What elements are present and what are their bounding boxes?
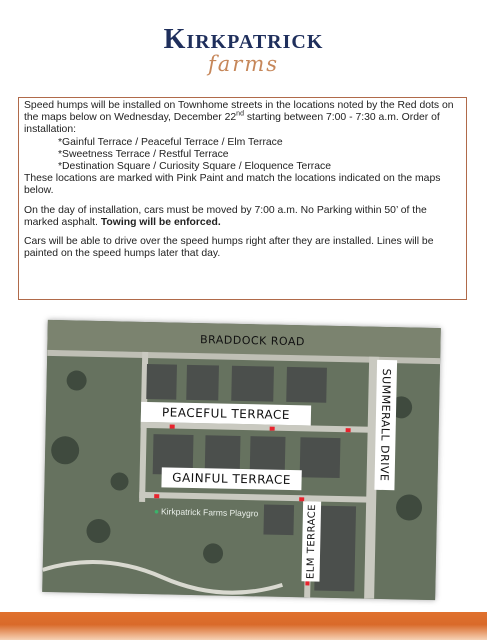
label-peaceful-terrace: PEACEFUL TERRACE [141, 402, 311, 426]
aerial-map [42, 320, 441, 600]
order-item: *Destination Square / Curiosity Square / Eloquence Terrace [58, 161, 332, 173]
towing-warning: Towing will be enforced. [100, 216, 221, 228]
label-elm-terrace: ELM TERRACE [301, 501, 321, 581]
label-braddock-road: BRADDOCK ROAD [199, 332, 306, 348]
map-pin-icon: ● [153, 506, 160, 517]
speed-hump-notice [18, 97, 467, 300]
notice-drive-over: Cars will be able to drive over the speed humps right after they are installed. Lines will be painted on the speed humps later that day. [24, 236, 434, 260]
notice-day-of: On the day of installation, cars must be moved by 7:00 a.m. No Parking within 50’ of the marked asphalt. Towing will be enforced. [24, 204, 427, 228]
footer-bar [0, 612, 487, 640]
notice-marked: These locations are marked with Pink Paint and match the locations indicated on the maps below. [24, 173, 441, 197]
label-gainful-terrace: GAINFUL TERRACE [161, 467, 301, 490]
notice-intro: Speed humps will be installed on Townhome streets in the locations noted by the Red dots on the maps below on Wednesday, December 22nd starting between 7:00 - 7:30 a.m. Order of installation: [24, 100, 454, 136]
label-summerall-drive: SUMMERALL DRIVE [374, 360, 397, 490]
order-item: *Sweetness Terrace / Restful Terrace [58, 148, 229, 160]
order-item: *Gainful Terrace / Peaceful Terrace / Elm Terrace [58, 136, 283, 148]
logo-wordmark: Kirkpatrick [163, 24, 324, 55]
logo-script: farms [207, 52, 280, 76]
kirkpatrick-farms-logo [0, 24, 487, 84]
playground-label: ● Kirkpatrick Farms Playgro [153, 506, 259, 519]
